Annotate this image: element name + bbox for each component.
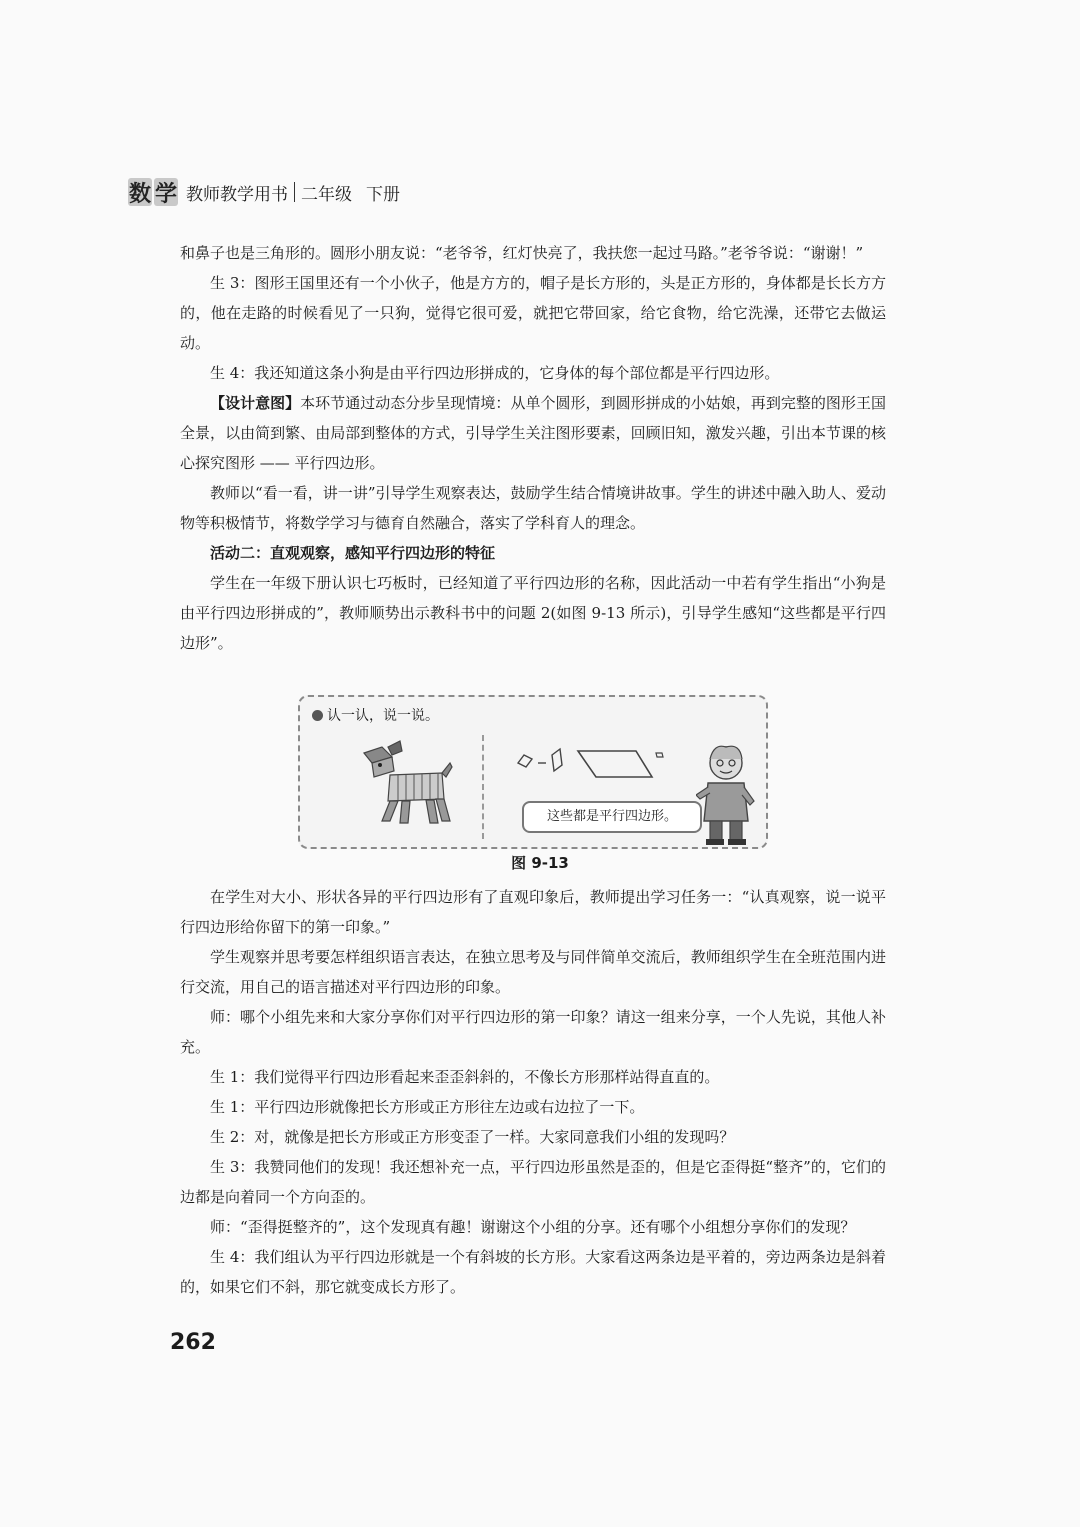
- speech-bubble: 这些都是平行四边形。: [522, 801, 702, 833]
- header-title-char: 数: [128, 178, 152, 206]
- paragraph: 学生观察并思考要怎样组织语言表达，在独立思考及与同伴简单交流后，教师组织学生在全班范围内进行交流，用自己的语言描述对平行四边形的印象。: [180, 948, 886, 996]
- running-header: [128, 176, 400, 208]
- paragraph: 生 2：对，就像是把长方形或正方形变歪了一样。大家同意我们小组的发现吗？: [210, 1128, 735, 1146]
- top-text-block: [180, 238, 886, 658]
- paragraph: 学生在一年级下册认识七巧板时，已经知道了平行四边形的名称，因此活动一中若有学生指出“小狗是由平行四边形拼成的”，教师顺势出示教科书中的问题 2(如图 9-13 所示)，引导学生感知“这些都是平行四边形”。: [180, 574, 886, 652]
- header-grade: 二年级: [301, 184, 352, 205]
- paragraph: 生 3：我赞同他们的发现！我还想补充一点，平行四边形虽然是歪的，但是它歪得挺“整齐”的，它们的边都是向着同一个方向歪的。: [180, 1158, 886, 1206]
- parallelogram-shapes-icon: [514, 741, 664, 791]
- grandpa-character-icon: [696, 743, 760, 847]
- figure-caption: 图 9-13: [511, 854, 569, 872]
- header-volume: 下册: [366, 184, 400, 205]
- bullet-dot-icon: [312, 710, 323, 721]
- paragraph: 和鼻子也是三角形的。圆形小朋友说：“老爷爷，红灯快亮了，我扶您一起过马路。”老爷爷说：“谢谢！”: [180, 244, 864, 262]
- page-number: 262: [170, 1330, 216, 1355]
- figure-divider: [482, 735, 484, 839]
- figure-9-13: [298, 695, 768, 849]
- header-divider: [294, 182, 295, 202]
- paragraph: 师：哪个小组先来和大家分享你们对平行四边形的第一印象？请这一组来分享，一个人先说，其他人补充。: [180, 1008, 886, 1056]
- design-intent-label: 【设计意图】: [210, 394, 301, 412]
- header-book-name: 教师教学用书: [186, 184, 288, 205]
- paragraph: 生 1：平行四边形就像把长方形或正方形往左边或右边拉了一下。: [210, 1098, 645, 1116]
- design-intent-paragraph: [180, 388, 886, 478]
- paragraph: 生 1：我们觉得平行四边形看起来歪歪斜斜的，不像长方形那样站得直直的。: [210, 1068, 720, 1086]
- paragraph: 生 4：我们组认为平行四边形就是一个有斜坡的长方形。大家看这两条边是平着的，旁边两条边是斜着的，如果它们不斜，那它就变成长方形了。: [180, 1248, 886, 1296]
- paragraph: 师：“歪得挺整齐的”，这个发现真有趣！谢谢这个小组的分享。还有哪个小组想分享你们的发现？: [210, 1218, 856, 1236]
- paragraph: 生 4：我还知道这条小狗是由平行四边形拼成的，它身体的每个部位都是平行四边形。: [210, 364, 780, 382]
- parallelogram-dog-icon: [358, 737, 454, 833]
- section-heading: 活动二：直观观察，感知平行四边形的特征: [210, 544, 496, 562]
- header-title-char: 学: [154, 178, 178, 206]
- bottom-text-block: [180, 882, 886, 1302]
- paragraph: 生 3：图形王国里还有一个小伙子，他是方方的，帽子是长方形的，头是正方形的，身体都是长长方方的，他在走路的时候看见了一只狗，觉得它很可爱，就把它带回家，给它食物，给它洗澡，还带它去做运动。: [180, 274, 886, 352]
- design-intent-text: 本环节通过动态分步呈现情境：从单个圆形，到圆形拼成的小姑娘，再到完整的图形王国全景，以由简到繁、由局部到整体的方式，引导学生关注图形要素，回顾旧知，激发兴趣，引出本节课的核心探究图形 —— 平行四边形。: [180, 394, 886, 472]
- figure-prompt-text: 认一认，说一说。: [327, 708, 439, 724]
- figure-prompt: [312, 705, 439, 725]
- paragraph: 在学生对大小、形状各异的平行四边形有了直观印象后，教师提出学习任务一：“认真观察，说一说平行四边形给你留下的第一印象。”: [180, 888, 886, 936]
- paragraph: 教师以“看一看，讲一讲”引导学生观察表达，鼓励学生结合情境讲故事。学生的讲述中融入助人、爱动物等积极情节，将数学学习与德育自然融合，落实了学科育人的理念。: [180, 484, 886, 532]
